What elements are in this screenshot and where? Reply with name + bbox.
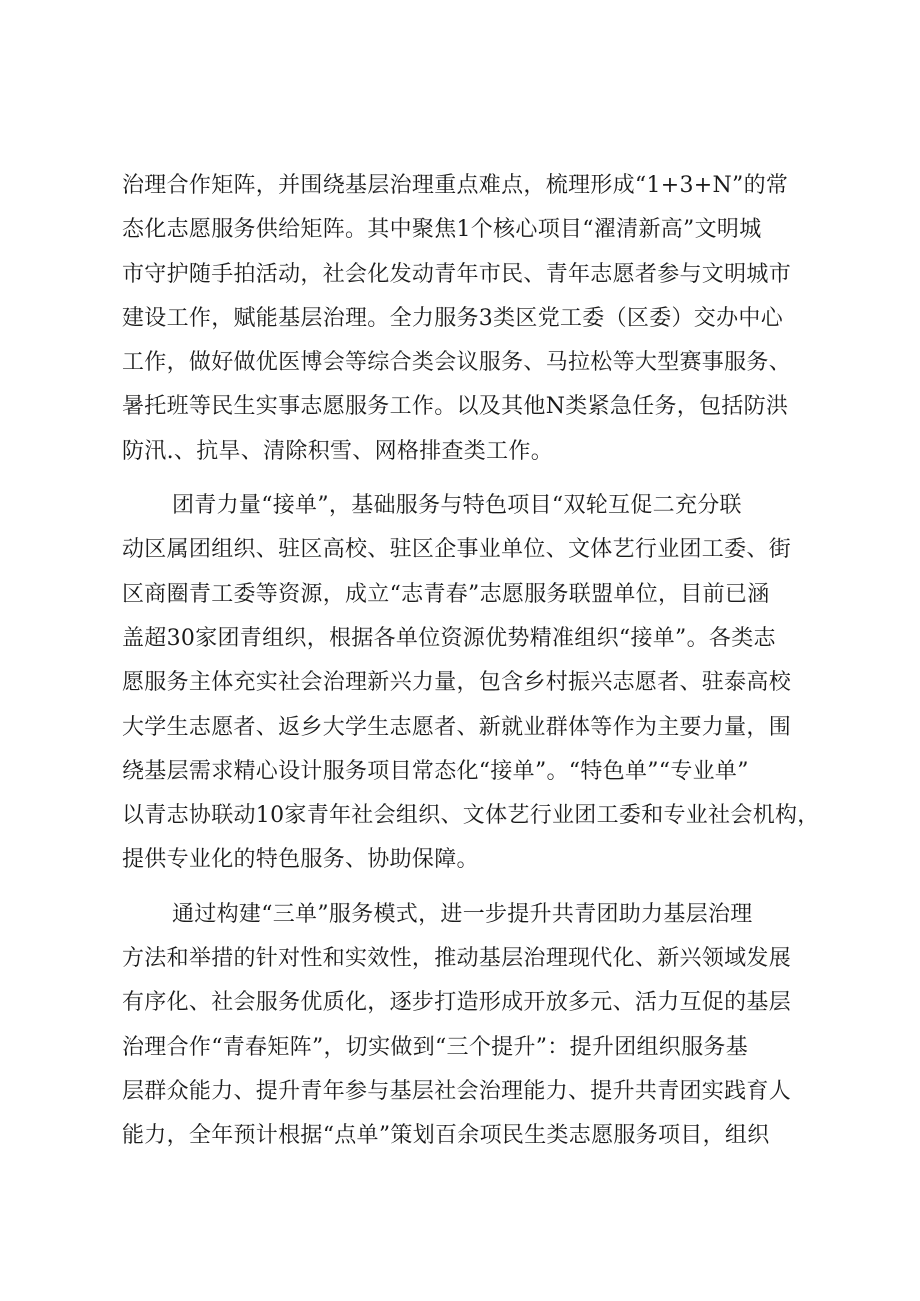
text-line: 有序化、社会服务优质化，逐步打造形成开放多元、活力互促的基层	[122, 990, 792, 1016]
text-line: 暑托班等民生实事志愿服务工作。以及其他N类紧急任务，包括防洪	[122, 394, 789, 420]
text-line: 治理合作矩阵，并围绕基层治理重点难点，梳理形成“1+3+N”的常	[122, 173, 789, 198]
paragraph-spacer	[122, 474, 812, 484]
text-line: 大学生志愿者、返乡大学生志愿者、新就业群体等作为主要力量，围	[122, 714, 792, 740]
text-line: 绕基层需求精心设计服务项目常态化“接单”。“特色单”“专业单”	[122, 758, 749, 784]
text-line: 愿服务主体充实社会治理新兴力量，包含乡村振兴志愿者、驻泰高校	[122, 670, 792, 696]
paragraph-2	[122, 484, 820, 883]
text-line: 盖超30家团青组织，根据各单位资源优势精准组织“接单”。各类志	[122, 625, 776, 651]
text-line: 区商圈青工委等资源，成立“志青春”志愿服务联盟单位，目前已涵	[122, 581, 770, 607]
text-line: 层群众能力、提升青年参与基层社会治理能力、提升共青团实践育人	[122, 1078, 792, 1104]
text-line: 态化志愿服务供给矩阵。其中聚焦1个核心项目“濯清新高”文明城	[122, 217, 762, 243]
text-line: 以青志协联动10家青年社会组织、文体艺行业团工委和专业社会机构，	[122, 803, 820, 829]
document-body	[122, 164, 820, 1159]
text-line: 通过构建“三单”服务模式，进一步提升共青团助力基层治理	[172, 901, 753, 927]
text-line: 建设工作，赋能基层治理。全力服务3类区党工委（区委）交办中心	[122, 305, 783, 331]
text-line: 能力，全年预计根据“点单”策划百余项民生类志愿服务项目，组织	[122, 1123, 770, 1149]
text-line: 市守护随手拍活动，社会化发动青年市民、青年志愿者参与文明城市	[122, 261, 792, 287]
text-line: 团青力量“接单”，基础服务与特色项目“双轮互促二充分联	[172, 493, 742, 519]
text-line: 防汛.、抗旱、清除积雪、网格排查类工作。	[122, 438, 553, 464]
paragraph-1	[122, 164, 812, 474]
paragraph-spacer	[122, 883, 812, 893]
text-line: 治理合作“青春矩阵”，切实做到“三个提升”：提升团组织服务基	[122, 1034, 748, 1060]
text-line: 工作，做好做优医博会等综合类会议服务、马拉松等大型赛事服务、	[122, 350, 792, 376]
text-line: 方法和举措的针对性和实效性，推动基层治理现代化、新兴领域发展	[122, 946, 792, 972]
text-line: 提供专业化的特色服务、协助保障。	[122, 847, 479, 873]
text-line: 动区属团组织、驻区高校、驻区企事业单位、文体艺行业团工委、街	[122, 537, 792, 563]
paragraph-3	[122, 893, 812, 1159]
